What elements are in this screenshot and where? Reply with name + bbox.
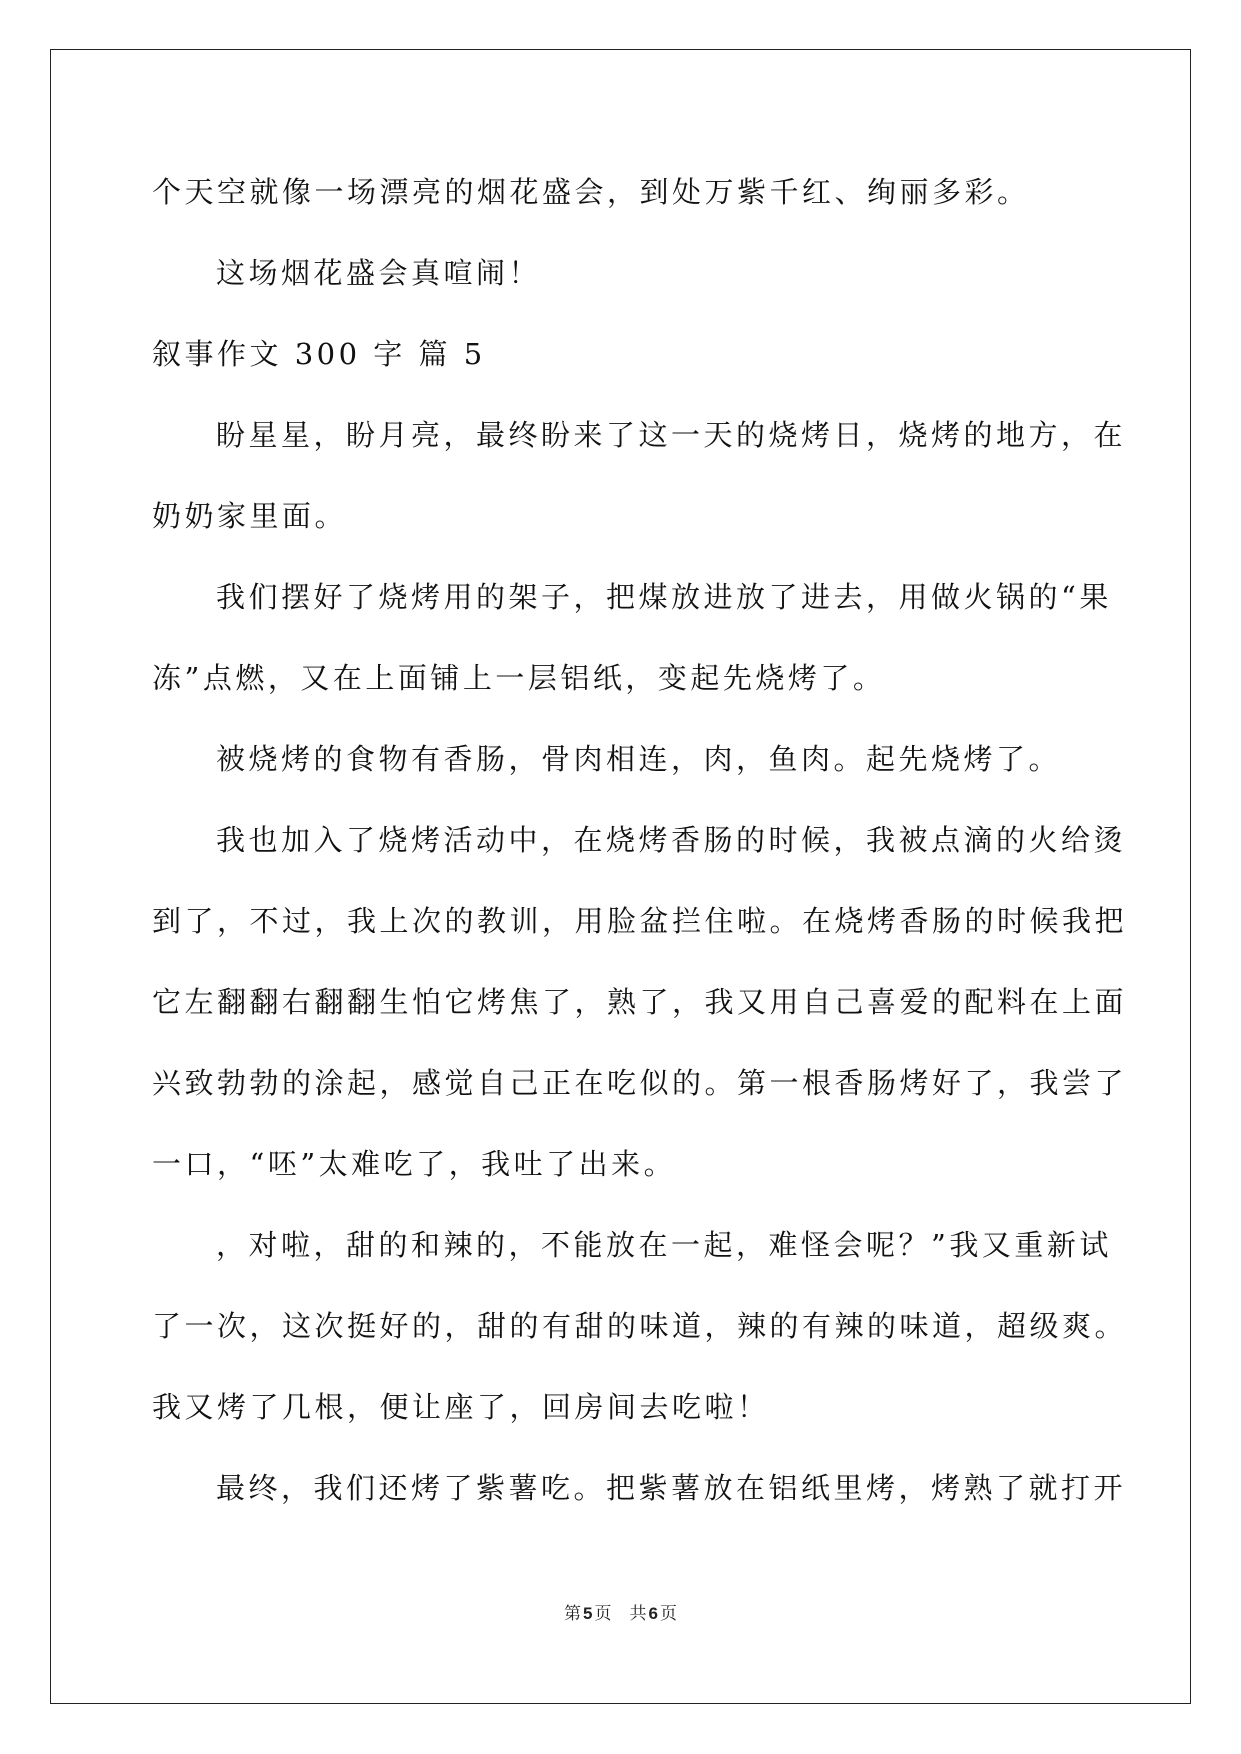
text-line: 我们摆好了烧烤用的架子，把煤放进放了进去，用做火锅的“果 xyxy=(216,580,1112,614)
text-line: 到了，不过，我上次的教训，用脸盆拦住啦。在烧烤香肠的时候我把 xyxy=(152,904,1128,938)
total-prefix: 共 xyxy=(629,1604,647,1624)
page-border xyxy=(50,49,1191,1704)
text-line: 了一次，这次挺好的，甜的有甜的味道，辣的有辣的味道，超级爽。 xyxy=(152,1309,1128,1343)
text-line: 这场烟花盛会真喧闹！ xyxy=(216,256,542,290)
page-footer xyxy=(0,1602,1241,1626)
total-suffix: 页 xyxy=(659,1604,677,1624)
text-line: 我又烤了几根，便让座了，回房间去吃啦！ xyxy=(152,1390,770,1424)
text-line: 我也加入了烧烤活动中，在烧烤香肠的时候，我被点滴的火给烫 xyxy=(216,823,1127,857)
text-line: 最终，我们还烤了紫薯吃。把紫薯放在铝纸里烤，烤熟了就打开 xyxy=(216,1471,1127,1505)
section-heading: 叙事作文 300 字 篇 5 xyxy=(152,337,486,371)
text-line: 被烧烤的食物有香肠，骨肉相连，肉，鱼肉。起先烧烤了。 xyxy=(216,742,1062,776)
text-line: 盼星星，盼月亮，最终盼来了这一天的烧烤日，烧烤的地方，在 xyxy=(216,418,1127,452)
text-line: 一口，“呸”太难吃了，我吐了出来。 xyxy=(152,1147,677,1181)
text-line: 冻”点燃，又在上面铺上一层铝纸，变起先烧烤了。 xyxy=(152,661,886,695)
page-prefix: 第 xyxy=(564,1604,582,1624)
total-pages: 6 xyxy=(648,1604,658,1623)
text-line: 它左翻翻右翻翻生怕它烤焦了，熟了，我又用自己喜爱的配料在上面 xyxy=(152,985,1128,1019)
text-line: 奶奶家里面。 xyxy=(152,499,348,533)
text-line: ，对啦，甜的和辣的，不能放在一起，难怪会呢？”我又重新试 xyxy=(216,1228,1112,1262)
text-line: 个天空就像一场漂亮的烟花盛会，到处万紫千红、绚丽多彩。 xyxy=(152,175,1030,209)
text-line: 兴致勃勃的涂起，感觉自己正在吃似的。第一根香肠烤好了，我尝了 xyxy=(152,1066,1128,1100)
page-number: 5 xyxy=(583,1604,593,1623)
page-suffix: 页 xyxy=(594,1604,612,1624)
